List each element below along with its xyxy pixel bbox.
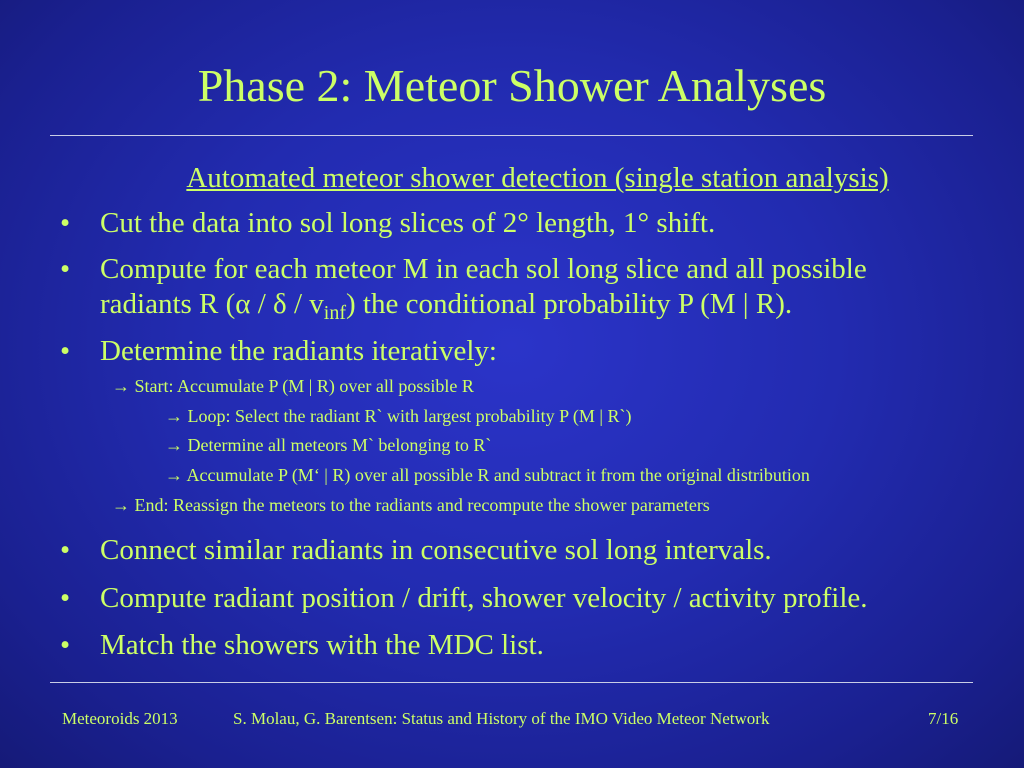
footer-authors: S. Molau, G. Barentsen: Status and History of the IMO Video Meteor Network [233,709,770,728]
arrow-right-icon: → [165,406,183,426]
arrow-right-icon: → [165,435,183,455]
line2-prefix: radiants R (α / δ / v [100,288,324,320]
step-item [112,375,474,397]
step-text: Start: Accumulate P (M | R) over all possible R [134,376,474,396]
bullet-dot-icon: • [60,534,71,566]
line2-suffix: ) the conditional probability P (M | R). [346,288,793,320]
slide-title: Phase 2: Meteor Shower Analyses [197,60,827,111]
step-item [165,434,491,456]
bullet-text: Match the showers with the MDC list. [100,629,544,661]
step-text: Loop: Select the radiant R` with largest probability P (M | R`) [187,406,632,426]
bullet-dot-icon: • [60,335,71,367]
footer-divider [50,682,973,683]
arrow-right-icon: → [112,495,130,515]
bullet-dot-icon: • [60,582,71,614]
bullet-text: Determine the radiants iteratively: [100,335,497,367]
velocity-subscript: inf [323,302,346,324]
step-text: Determine all meteors M` belonging to R` [187,435,492,455]
step-item [112,494,710,516]
bullet-dot-icon: • [60,207,71,239]
section-subtitle: Automated meteor shower detection (single station analysis) [186,162,889,194]
footer-page-number: 7/16 [928,709,959,728]
bullet-text: Connect similar radiants in consecutive sol long intervals. [100,534,772,566]
bullet-text: Compute radiant position / drift, shower velocity / activity profile. [100,582,868,614]
footer-event: Meteoroids 2013 [62,709,178,728]
step-text: End: Reassign the meteors to the radiants and recompute the shower parameters [134,495,710,515]
step-item [165,464,810,486]
bullet-text: Cut the data into sol long slices of 2° length, 1° shift. [100,207,716,239]
arrow-right-icon: → [112,376,130,396]
step-item [165,405,632,427]
bullet-dot-icon: • [60,253,71,285]
bullet-text-line1: Compute for each meteor M in each sol long slice and all possible [100,253,867,285]
arrow-right-icon: → [165,465,183,485]
bullet-dot-icon: • [60,629,71,661]
bullet-text-line2 [100,286,792,331]
title-divider [50,135,973,136]
step-text: Accumulate P (M‘ | R) over all possible R and subtract it from the original distribution [186,465,810,485]
